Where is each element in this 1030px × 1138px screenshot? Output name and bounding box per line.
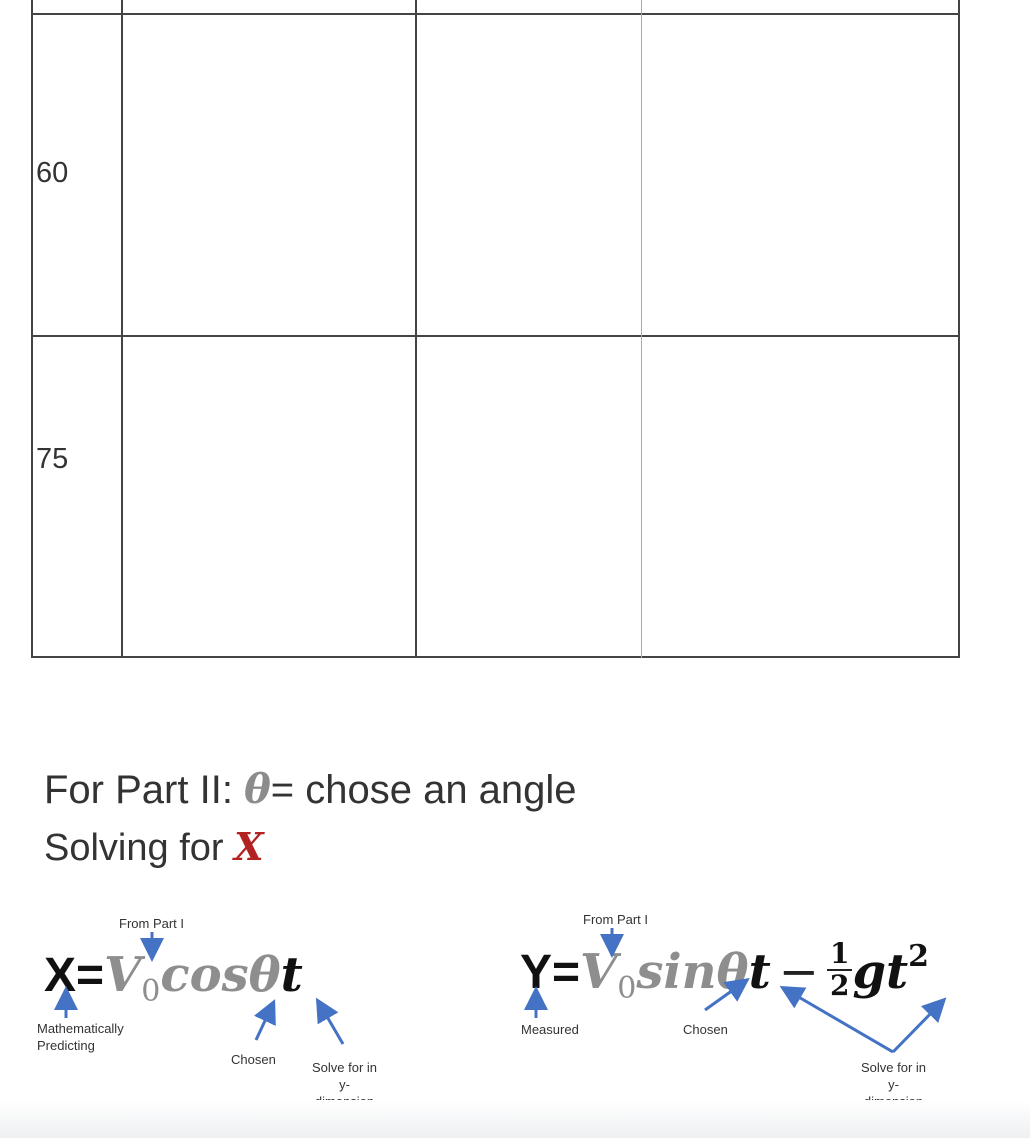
- y-note-solve-line2: y-: [888, 1077, 899, 1092]
- arrow-solve-y-gt: [893, 1006, 938, 1052]
- x-note-solve-line1: Solve for in: [312, 1060, 378, 1075]
- x-note-predicting-line1: Mathematically: [37, 1021, 124, 1036]
- solving-symbol: X: [234, 824, 264, 869]
- y-equation-v: V: [580, 944, 618, 1000]
- x-equation-t: t: [280, 947, 303, 1003]
- x-note-chosen: Chosen: [231, 1052, 276, 1067]
- y-equation-lhs: Y=: [520, 946, 581, 999]
- table-cell-angle: 75: [36, 443, 69, 475]
- y-note-solve-line1: Solve for in: [861, 1060, 927, 1075]
- theta-symbol: θ: [244, 766, 271, 813]
- y-note-chosen: Chosen: [683, 1022, 728, 1037]
- x-equation-trig: cosθ: [160, 947, 281, 1003]
- solving-prefix: Solving for: [44, 827, 224, 869]
- x-note-from-part1: From Part I: [119, 916, 185, 931]
- y-equation-sub: 0: [617, 971, 637, 1006]
- x-equation-lhs: X=: [44, 949, 105, 1002]
- y-equation-g: g: [852, 944, 886, 1000]
- fraction-numerator: 1: [827, 939, 852, 971]
- bottom-fade: [0, 1100, 1030, 1138]
- y-equation-minus: −: [778, 944, 819, 1000]
- x-note-predicting-line2: Predicting: [37, 1038, 95, 1053]
- x-equation-v: V: [104, 947, 142, 1003]
- heading-suffix: = chose an angle: [270, 768, 577, 812]
- arrow-solve-y-t: [790, 992, 893, 1052]
- arrow-chosen-y: [705, 985, 740, 1010]
- y-equation-exponent: 2: [908, 939, 930, 974]
- arrow-solve-x: [322, 1008, 343, 1044]
- y-note-measured: Measured: [521, 1022, 579, 1037]
- heading-prefix: For Part II:: [44, 768, 233, 812]
- x-equation-sub: 0: [141, 974, 161, 1009]
- y-equation-t2: t: [886, 944, 909, 1000]
- fraction-denominator: 2: [829, 968, 850, 1002]
- x-note-solve-line2: y-: [339, 1077, 350, 1092]
- y-equation-trig: sinθ: [636, 944, 749, 1000]
- y-note-from-part1: From Part I: [583, 912, 649, 927]
- arrow-chosen-x: [256, 1010, 270, 1040]
- y-equation-t: t: [748, 944, 771, 1000]
- table-cell-angle: 60: [36, 157, 69, 189]
